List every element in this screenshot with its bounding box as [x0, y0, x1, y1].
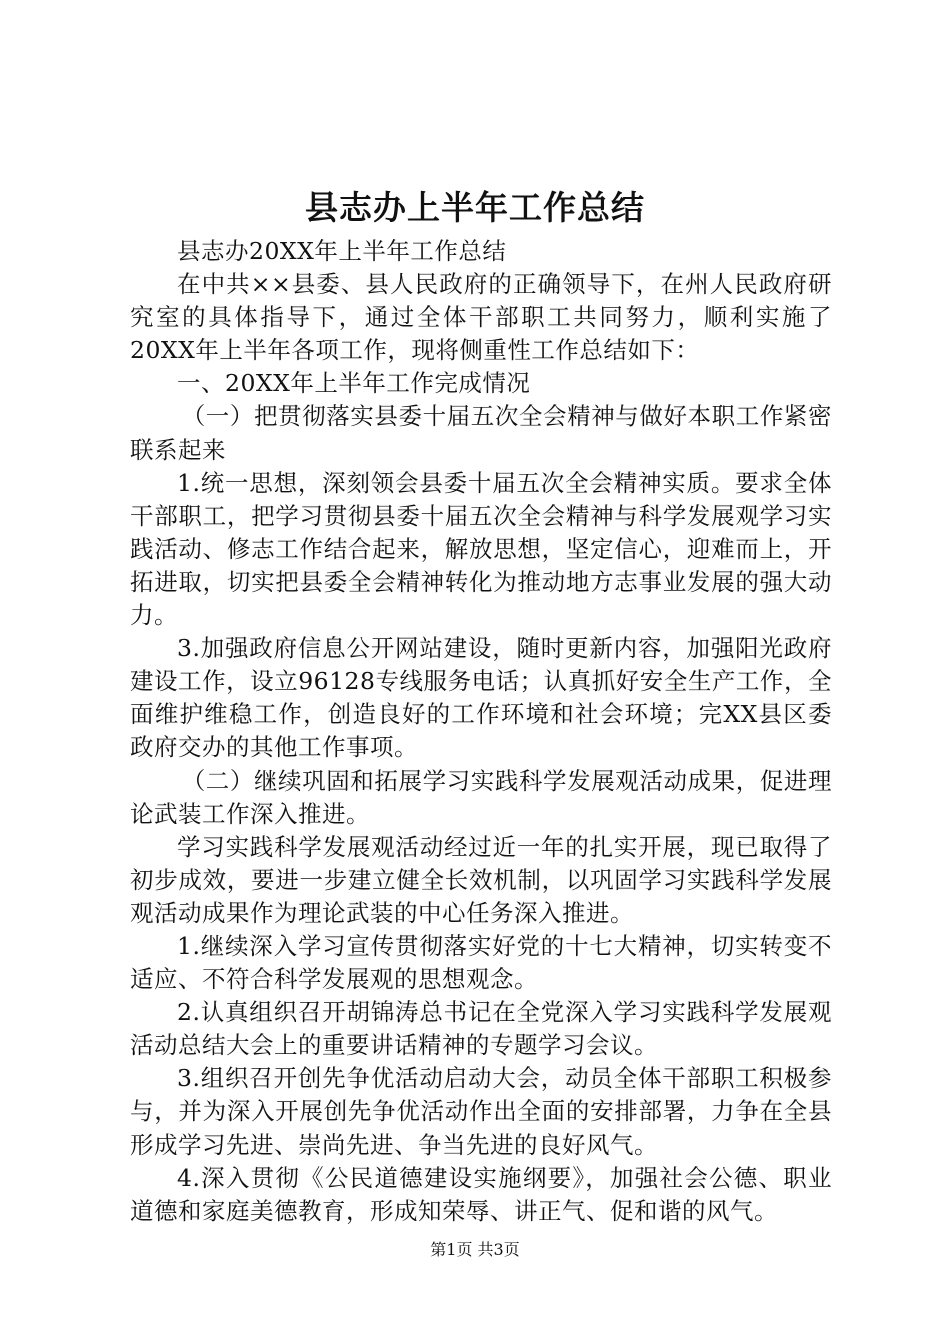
paragraph-item: 3.组织召开创先争优活动启动大会，动员全体干部职工积极参与，并为深入开展创先争优活动作出全面的安排部署，力争在全县形成学习先进、崇尚先进、争当先进的良好风气。	[130, 1064, 832, 1159]
subsection-heading-2: （二）继续巩固和拓展学习实践科学发展观活动成果，促进理论武装工作深入推进。	[130, 766, 832, 828]
subsection-heading-1: （一）把贯彻落实县委十届五次全会精神与做好本职工作紧密联系起来	[130, 402, 832, 464]
paragraph-intro: 在中共××县委、县人民政府的正确领导下，在州人民政府研究室的具体指导下，通过全体干部职工共同努力，顺利实施了20XX年上半年各项工作，现将侧重性工作总结如下：	[130, 270, 832, 365]
document-body	[130, 235, 832, 1228]
paragraph-item: 3.加强政府信息公开网站建设，随时更新内容，加强阳光政府建设工作，设立96128专线服务电话；认真抓好安全生产工作，全面维护维稳工作，创造良好的工作环境和社会环境；完XX县区委政府交办的其他工作事项。	[130, 634, 832, 762]
paragraph-item: 1.统一思想，深刻领会县委十届五次全会精神实质。要求全体干部职工，把学习贯彻县委十届五次全会精神与科学发展观学习实践活动、修志工作结合起来，解放思想，坚定信心，迎难而上，开拓进取，切实把县委全会精神转化为推动地方志事业发展的强大动力。	[130, 468, 832, 630]
paragraph-item: 1.继续深入学习宣传贯彻落实好党的十七大精神，切实转变不适应、不符合科学发展观的思想观念。	[130, 931, 832, 994]
paragraph-item: 4.深入贯彻《公民道德建设实施纲要》，加强社会公德、职业道德和家庭美德教育，形成知荣辱、讲正气、促和谐的风气。	[130, 1163, 832, 1225]
page-number-footer: 第1页 共3页	[430, 1240, 520, 1259]
paragraph-body: 学习实践科学发展观活动经过近一年的扎实开展，现已取得了初步成效，要进一步建立健全长效机制，以巩固学习实践科学发展观活动成果作为理论武装的中心任务深入推进。	[130, 832, 832, 927]
section-heading-1: 一、20XX年上半年工作完成情况	[177, 369, 531, 398]
document-title: 县志办上半年工作总结	[305, 188, 645, 227]
paragraph-subtitle: 县志办20XX年上半年工作总结	[177, 237, 507, 265]
paragraph-item: 2.认真组织召开胡锦涛总书记在全党深入学习实践科学发展观活动总结大会上的重要讲话精神的专题学习会议。	[130, 998, 832, 1060]
